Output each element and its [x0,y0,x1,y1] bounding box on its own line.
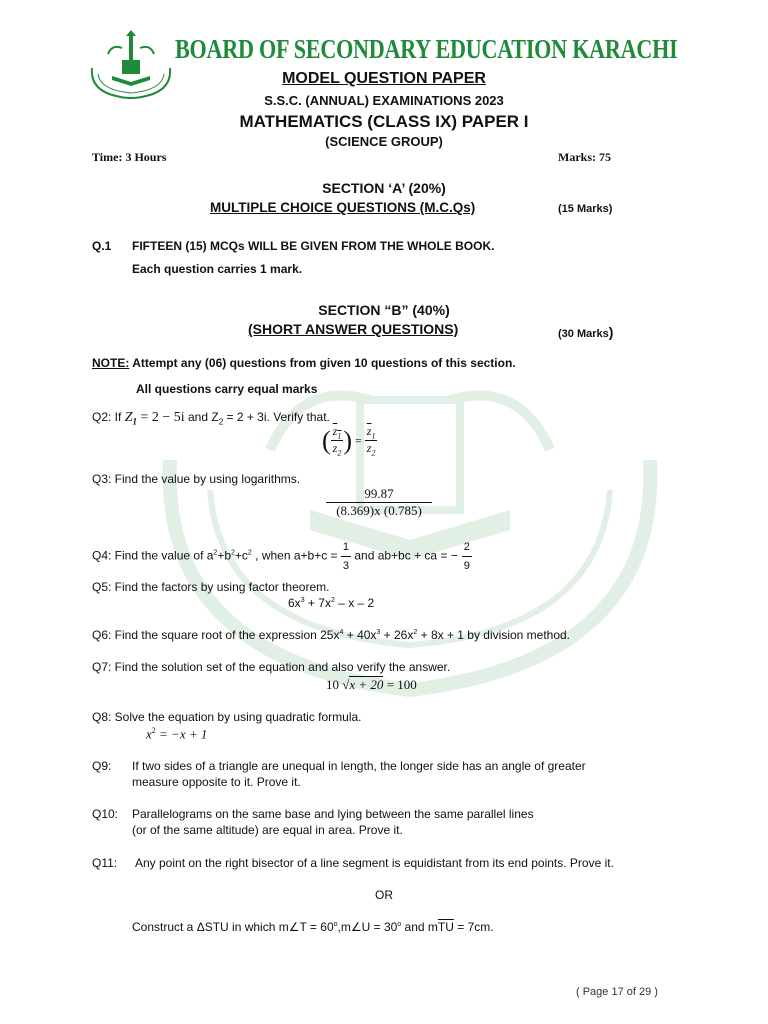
section-a-title: SECTION ‘A’ (20%) [322,180,446,196]
q1-text: FIFTEEN (15) MCQs WILL BE GIVEN FROM THE WHOLE BOOK. [132,239,495,253]
q9-number: Q9: [92,759,112,773]
subject-title: MATHEMATICS (CLASS IX) PAPER I [239,112,529,131]
q3-fraction: $\frac{99.87}{(8.369)x (0.785)}$ [326,486,432,519]
note-sub: All questions carry equal marks [136,382,318,396]
q9-line1: If two sides of a triangle are unequal in length, the longer side has an angle of greater [132,759,586,773]
q2-text: Q2: If $Z_1 = 2 - 5i$ and $Z_2 = 2 + 3i$. Verify that. [92,410,330,427]
q5-expression: $6x^3 + 7x^2 - x - 2$ [288,596,375,610]
q10-line1: Parallelograms on the same base and lying between the same parallel lines [132,807,534,821]
section-a-subtitle: MULTIPLE CHOICE QUESTIONS (M.C.Qs) [210,200,476,215]
q2-equation: ( $\frac{z_1}{z_2}$ ) = $\frac{\overline{z}_1}{\overline{z}_2}$ [322,424,376,458]
q1-number: Q.1 [92,239,112,253]
exam-title: S.S.C. (ANNUAL) EXAMINATIONS 2023 [264,93,504,108]
or-label: OR [375,888,393,902]
section-a-marks: (15 Marks) [558,203,613,215]
group-title: (SCIENCE GROUP) [325,134,443,149]
q1-sub: Each question carries 1 mark. [132,262,303,276]
time-label: Time: 3 Hours [92,150,167,164]
board-emblem-logo [86,30,176,100]
q8-text: Q8: Solve the equation by using quadratic formula. [92,710,362,724]
construct-text: Construct a ΔSTU in which m∠T = $60^o,m\angle U = 30^o$ and $m\overline{TU} = 7cm$. [132,920,494,934]
q10-number: Q10: [92,807,119,821]
q10-line2: (or of the same altitude) are equal in area. Prove it. [132,823,403,837]
q11-number: Q11: [92,856,118,870]
q4-text: Q4: Find the value of $a^2+b^2+c^2$ , when a+b+c = $\frac{1}{3}$ and ab+bc + ca = − $\frac{2}{9}$ [92,538,472,575]
marks-label: Marks: 75 [558,150,611,164]
section-b-title: SECTION “B” (40%) [318,302,450,318]
section-b-subtitle: (SHORT ANSWER QUESTIONS) [248,321,459,337]
section-b-marks: (30 Marks) [558,324,614,340]
q6-text: Q6: Find the square root of the expression $25x^4 + 40x^3 + 26x^2 + 8x + 1$ by division method. [92,628,571,642]
q7-text: Q7: Find the solution set of the equation and also verify the answer. [92,660,451,674]
q11-text: Any point on the right bisector of a line segment is equidistant from its end points. Prove it. [135,856,614,870]
note: NOTE: Attempt any (06) questions from given 10 questions of this section. [92,356,516,370]
q3-text: Q3: Find the value by using logarithms. [92,472,301,486]
board-title: BOARD OF SECONDARY EDUCATION KARACHI [175,34,678,64]
paper-type: MODEL QUESTION PAPER [282,70,486,87]
q7-equation: 10 √x + 20 = 100 [326,677,417,692]
q9-line2: measure opposite to it. Prove it. [132,775,301,789]
page-number: ( Page 17 of 29 ) [576,986,658,998]
q5-text: Q5: Find the factors by using factor theorem. [92,580,330,594]
q8-equation: $x^2 = -x + 1$ [146,726,208,742]
